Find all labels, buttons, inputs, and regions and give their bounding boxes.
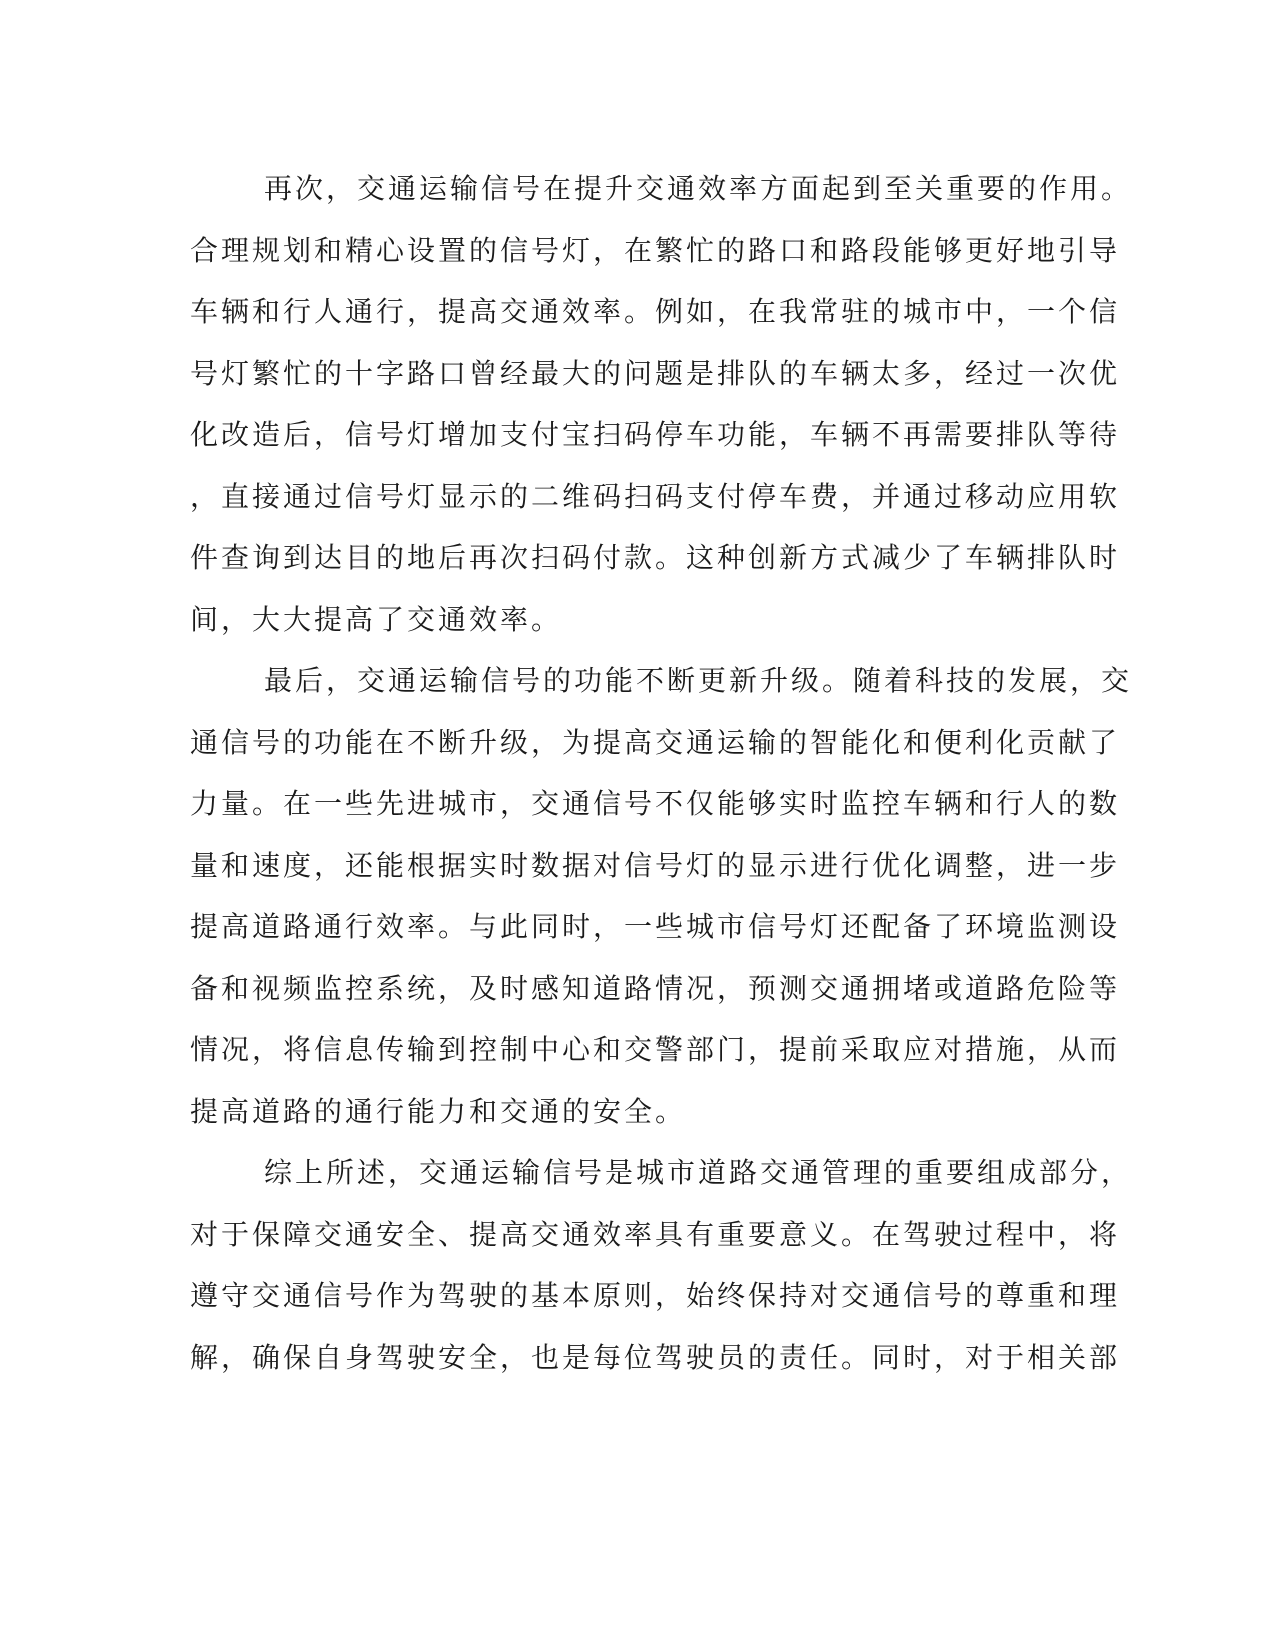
body-text xyxy=(190,158,1133,1388)
text-line: 间，大大提高了交通效率。 xyxy=(190,602,563,636)
text-line: 提高道路的通行能力和交通的安全。 xyxy=(190,1094,687,1128)
text-line: 量和速度，还能根据实时数据对信号灯的显示进行优化调整，进一步 xyxy=(190,848,1121,882)
text-line: 对于保障交通安全、提高交通效率具有重要意义。在驾驶过程中，将 xyxy=(190,1217,1121,1251)
text-line: 力量。在一些先进城市，交通信号不仅能够实时监控车辆和行人的数 xyxy=(190,787,1121,820)
text-line: ，直接通过信号灯显示的二维码扫码支付停车费，并通过移动应用软 xyxy=(190,479,1121,513)
paragraph-conclusion xyxy=(190,1142,1133,1388)
text-line: 提高道路通行效率。与此同时，一些城市信号灯还配备了环境监测设 xyxy=(190,910,1121,943)
text-line: 号灯繁忙的十字路口曾经最大的问题是排队的车辆太多，经过一次优 xyxy=(190,356,1121,390)
text-line: 车辆和行人通行，提高交通效率。例如，在我常驻的城市中，一个信 xyxy=(190,295,1121,328)
text-line: 件查询到达目的地后再次扫码付款。这种创新方式减少了车辆排队时 xyxy=(190,541,1121,574)
text-line: 情况，将信息传输到控制中心和交警部门，提前采取应对措施，从而 xyxy=(190,1033,1121,1066)
text-line: 化改造后，信号灯增加支付宝扫码停车功能，车辆不再需要排队等待 xyxy=(190,418,1121,451)
text-line: 备和视频监控系统，及时感知道路情况，预测交通拥堵或道路危险等 xyxy=(190,971,1121,1005)
text-line: 解，确保自身驾驶安全，也是每位驾驶员的责任。同时，对于相关部 xyxy=(190,1340,1121,1374)
text-line: 再次，交通运输信号在提升交通效率方面起到至关重要的作用。 xyxy=(264,172,1133,205)
text-line: 遵守交通信号作为驾驶的基本原则，始终保持对交通信号的尊重和理 xyxy=(190,1279,1121,1312)
text-line: 最后，交通运输信号的功能不断更新升级。随着科技的发展，交 xyxy=(264,664,1133,697)
paragraph-function-upgrade xyxy=(190,650,1133,1142)
text-line: 合理规划和精心设置的信号灯，在繁忙的路口和路段能够更好地引导 xyxy=(190,233,1121,267)
paragraph-traffic-efficiency xyxy=(190,158,1133,650)
text-line: 通信号的功能在不断升级，为提高交通运输的智能化和便利化贡献了 xyxy=(190,725,1121,759)
text-line: 综上所述，交通运输信号是城市道路交通管理的重要组成部分， xyxy=(264,1156,1133,1189)
